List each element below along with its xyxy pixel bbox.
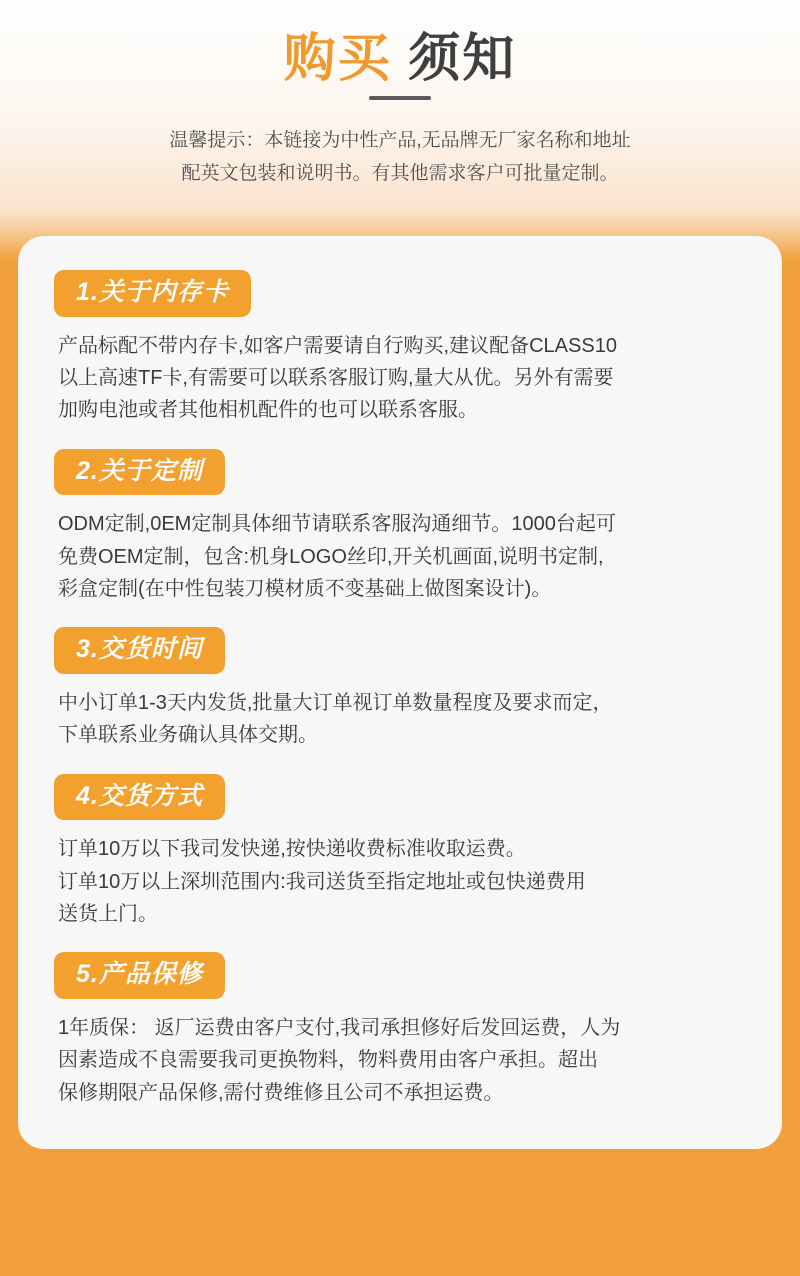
subtitle-line-1: 温馨提示：本链接为中性产品,无品牌无厂家名称和地址	[169, 129, 631, 151]
section-heading-2: 2.关于定制	[54, 449, 225, 496]
section-body-2	[54, 508, 746, 605]
title-highlight: 购买	[283, 30, 392, 88]
page-subtitle	[0, 124, 800, 191]
body-line: 1年质保： 返厂运费由客户支付,我司承担修好后发回运费，人为	[58, 1016, 621, 1039]
subtitle-line-2: 配英文包装和说明书。有其他需求客户可批量定制。	[181, 163, 619, 185]
section-heading-5: 5.产品保修	[54, 952, 225, 999]
body-line: 以上高速TF卡,有需要可以联系客服订购,量大从优。另外有需要	[58, 366, 614, 389]
body-line: 下单联系业务确认具体交期。	[58, 724, 318, 747]
body-line: 免费OEM定制，包含:机身LOGO丝印,开关机画面,说明书定制,	[58, 545, 604, 568]
body-line: 保修期限产品保修,需付费维修且公司不承担运费。	[58, 1081, 504, 1104]
body-line: 送货上门。	[58, 902, 158, 925]
section-body-5	[54, 1012, 746, 1109]
body-line: 产品标配不带内存卡,如客户需要请自行购买,建议配备CLASS10	[58, 334, 617, 357]
section-heading-3: 3.交货时间	[54, 627, 225, 674]
notice-section-2	[54, 449, 746, 606]
notice-section-3	[54, 627, 746, 751]
section-heading-4: 4.交货方式	[54, 774, 225, 821]
notice-section-1	[54, 270, 746, 427]
body-line: 订单10万以下我司发快递,按快递收费标准收取运费。	[58, 838, 526, 861]
body-line: 订单10万以上深圳范围内:我司送货至指定地址或包快递费用	[58, 870, 586, 893]
page-header	[0, 0, 800, 190]
title-rest: 须知	[408, 30, 517, 88]
body-line: 因素造成不良需要我司更换物料，物料费用由客户承担。超出	[58, 1049, 598, 1072]
section-body-4	[54, 833, 746, 930]
title-underline	[369, 96, 431, 100]
notice-section-5	[54, 952, 746, 1109]
page-title	[284, 30, 516, 90]
section-body-3	[54, 687, 746, 752]
section-body-1	[54, 330, 746, 427]
body-line: 彩盒定制(在中性包装刀模材质不变基础上做图案设计)。	[58, 577, 552, 600]
notice-section-4	[54, 774, 746, 931]
section-heading-1: 1.关于内存卡	[54, 270, 251, 317]
body-line: 中小订单1-3天内发货,批量大订单视订单数量程度及要求而定，	[58, 691, 613, 714]
title-text	[284, 30, 516, 90]
body-line: ODM定制,0EM定制具体细节请联系客服沟通细节。1000台起可	[58, 513, 616, 536]
body-line: 加购电池或者其他相机配件的也可以联系客服。	[58, 399, 478, 422]
notice-card	[18, 236, 782, 1149]
